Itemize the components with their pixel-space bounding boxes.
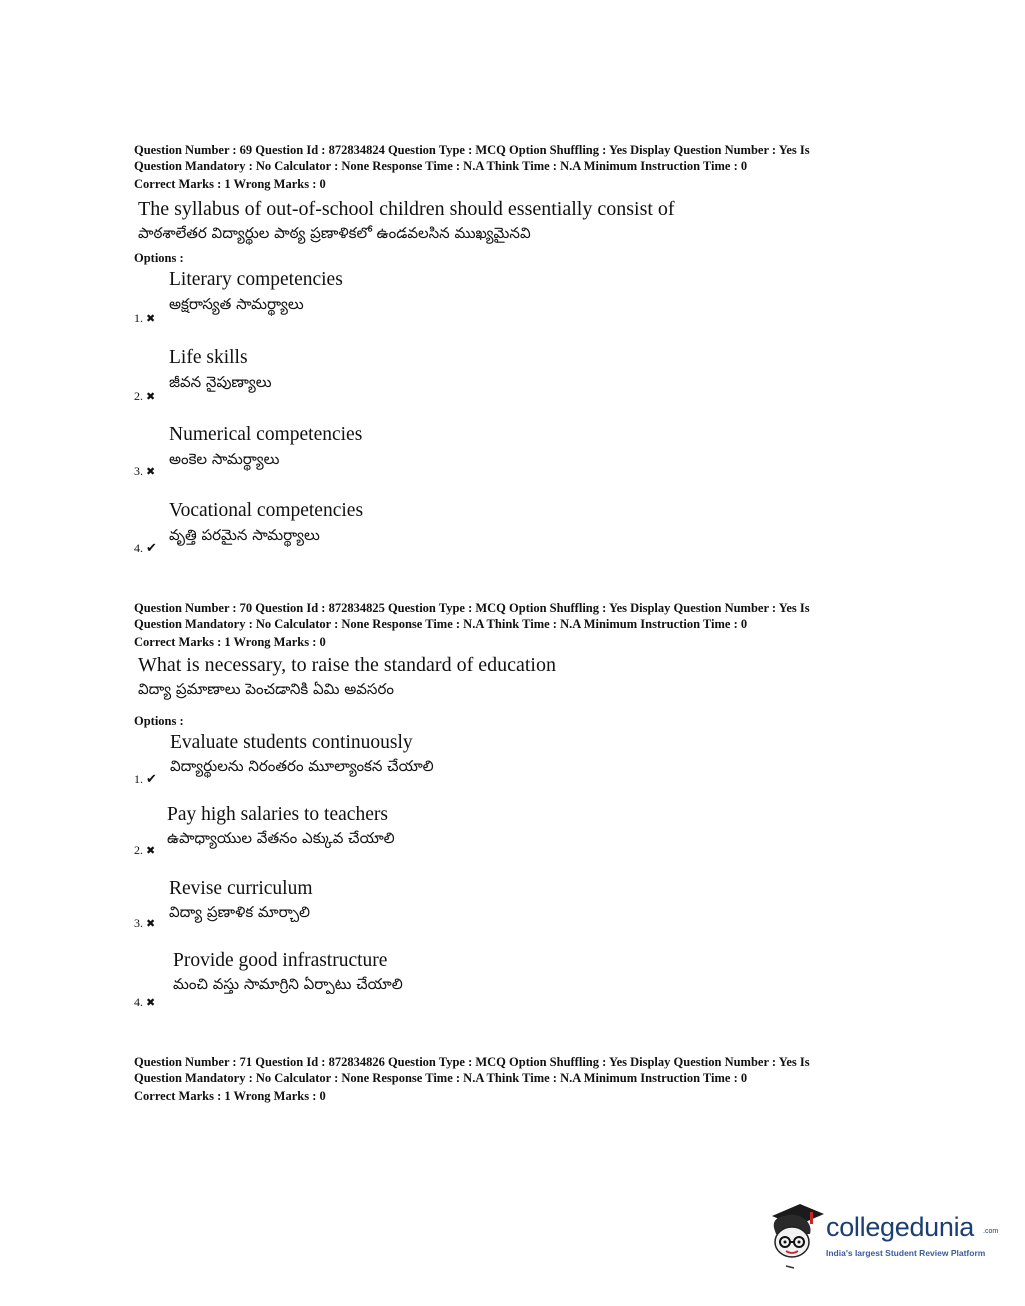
q69-question-text: The syllabus of out-of-school children should essentially consist of (138, 198, 675, 220)
q70-option-2-number: 2. ✖ (134, 843, 156, 857)
collegedunia-logo-dotcom: .com (983, 1228, 999, 1235)
q69-option-3-text: Numerical competencies (169, 424, 363, 445)
q70-option-3-number: 3. ✖ (134, 916, 156, 930)
q69-option-1-text: Literary competencies (169, 269, 343, 290)
q70-option-1-telugu: విద్యార్థులను నిరంతరం మూల్యాంకన చేయాలి (170, 757, 434, 775)
q69-option-2-text: Life skills (169, 347, 248, 368)
q70-option-4-text: Provide good infrastructure (173, 950, 388, 971)
collegedunia-mascot-icon (766, 1198, 824, 1270)
q69-option-1-telugu: అక్షరాస్యత సామర్థ్యాలు (169, 295, 304, 313)
q69-option-3-telugu: అంకెల సామర్థ్యాలు (169, 450, 280, 468)
q70-option-3-telugu: విద్యా ప్రణాళిక మార్చాలి (169, 903, 311, 921)
q71-marks: Correct Marks : 1 Wrong Marks : 0 (134, 1089, 326, 1103)
collegedunia-tagline: India's largest Student Review Platform (826, 1248, 986, 1258)
q71-meta-line2: Question Mandatory : No Calculator : None Response Time : N.A Think Time : N.A Minimum Instruction Time : 0 (134, 1071, 748, 1085)
q70-question-text: What is necessary, to raise the standard of education (138, 654, 556, 676)
cross-icon: ✖ (146, 918, 156, 930)
cross-icon: ✖ (146, 391, 156, 403)
q70-option-4-telugu: మంచి వస్తు సామాగ్రిని ఏర్పాటు చేయాలి (173, 975, 403, 993)
q69-option-2-telugu: జీవన నైపుణ్యాలు (169, 373, 272, 391)
q69-option-3-number: 3. ✖ (134, 464, 156, 478)
q70-option-4-number: 4. ✖ (134, 995, 156, 1009)
q70-meta-line1: Question Number : 70 Question Id : 872834825 Question Type : MCQ Option Shuffling : Yes Display Question Number : Yes Is (134, 601, 810, 615)
cross-icon: ✖ (146, 997, 156, 1009)
q70-option-2-text: Pay high salaries to teachers (167, 804, 388, 825)
q70-option-3-text: Revise curriculum (169, 878, 313, 899)
q70-option-2-telugu: ఉపాధ్యాయుల వేతనం ఎక్కువ చేయాలి (167, 829, 395, 847)
q70-options-label: Options : (134, 714, 184, 728)
q70-question-text-telugu: విద్యా ప్రమాణాలు పెంచడానికి ఏమి అవసరం (138, 680, 394, 698)
q69-option-4-number: 4. ✔ (134, 540, 157, 555)
checkmark-icon: ✔ (146, 771, 157, 786)
q69-option-4-text: Vocational competencies (169, 500, 364, 521)
q69-option-2-number: 2. ✖ (134, 389, 156, 403)
q69-option-1-number: 1. ✖ (134, 311, 156, 325)
q70-meta-line2: Question Mandatory : No Calculator : None Response Time : N.A Think Time : N.A Minimum Instruction Time : 0 (134, 617, 748, 631)
q70-marks: Correct Marks : 1 Wrong Marks : 0 (134, 635, 326, 649)
cross-icon: ✖ (146, 845, 156, 857)
cross-icon: ✖ (146, 313, 156, 325)
q69-options-label: Options : (134, 251, 184, 265)
checkmark-icon: ✔ (146, 540, 157, 555)
q69-meta-line1: Question Number : 69 Question Id : 872834824 Question Type : MCQ Option Shuffling : Yes Display Question Number : Yes Is (134, 143, 810, 157)
q69-option-4-telugu: వృత్తి పరమైన సామర్థ్యాలు (169, 526, 320, 544)
q70-option-1-text: Evaluate students continuously (170, 732, 413, 753)
q70-option-1-number: 1. ✔ (134, 771, 157, 786)
q69-meta-line2: Question Mandatory : No Calculator : None Response Time : N.A Think Time : N.A Minimum Instruction Time : 0 (134, 159, 748, 173)
cross-icon: ✖ (146, 466, 156, 478)
q69-marks: Correct Marks : 1 Wrong Marks : 0 (134, 177, 326, 191)
q69-question-text-telugu: పాఠశాలేతర విద్యార్థుల పాఠ్య ప్రణాళికలో ఉండవలసిన ముఖ్యమైనవి (138, 224, 531, 242)
collegedunia-logo-text: collegedunia (826, 1212, 975, 1242)
q71-meta-line1: Question Number : 71 Question Id : 872834826 Question Type : MCQ Option Shuffling : Yes Display Question Number : Yes Is (134, 1055, 810, 1069)
